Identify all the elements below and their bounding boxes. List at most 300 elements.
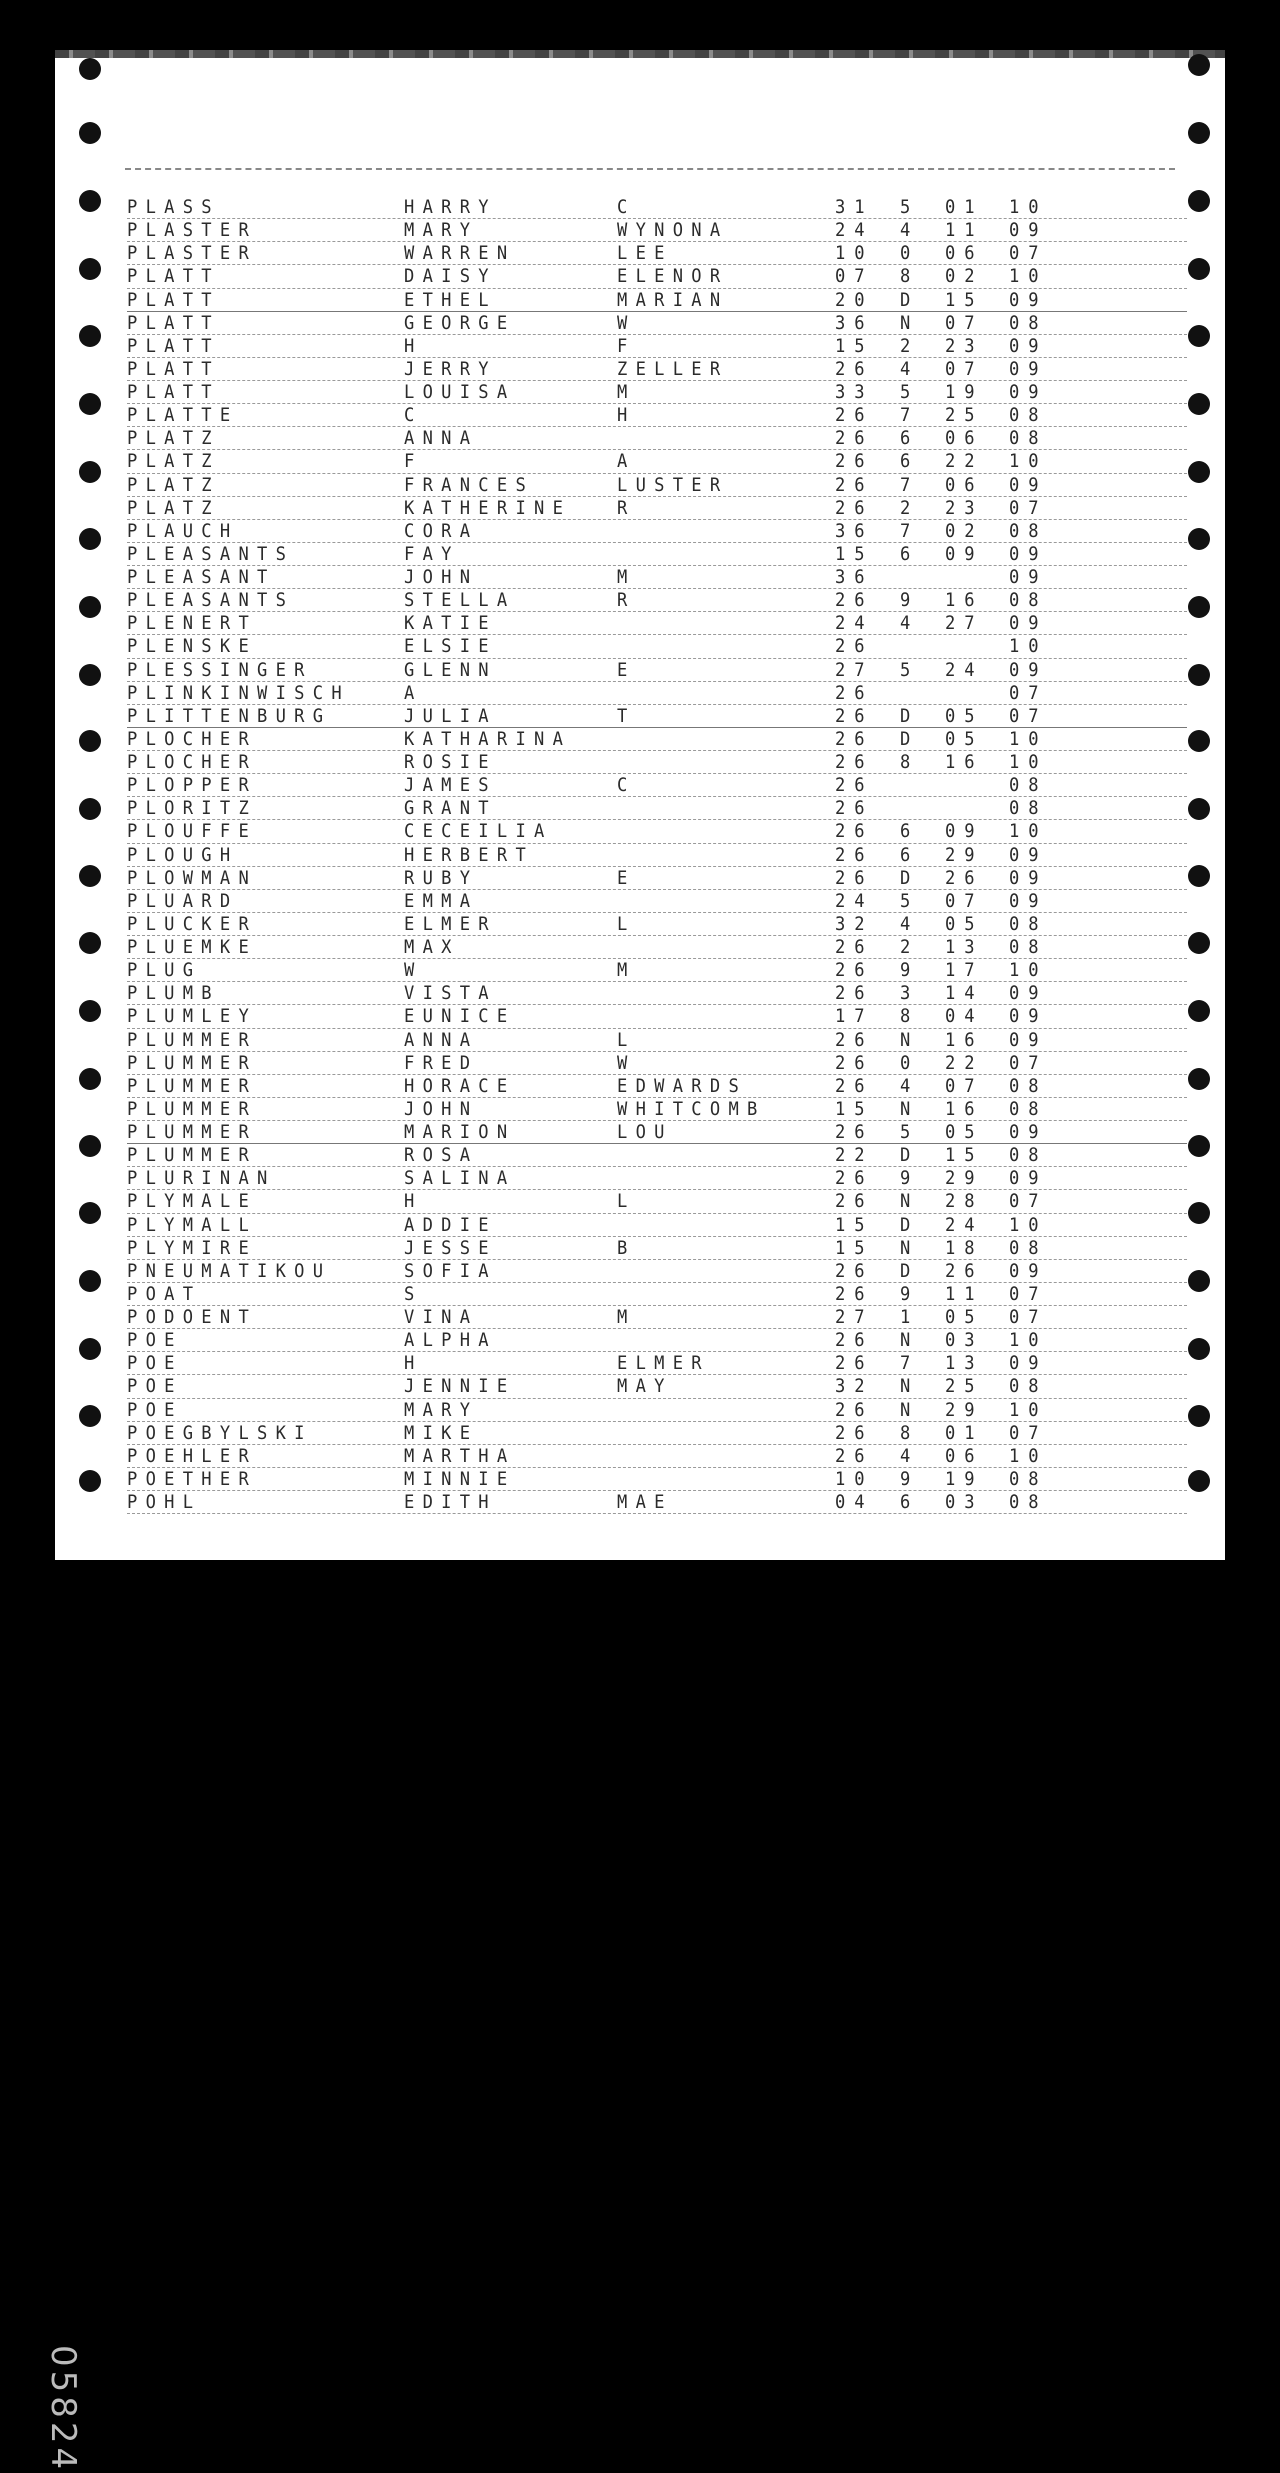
code-d: 10 (1009, 1398, 1048, 1421)
middle-name: E (617, 658, 636, 681)
first-name: ELSIE (404, 635, 497, 658)
code-c: 25 (945, 1375, 984, 1398)
record-row (127, 242, 1187, 265)
record-row (127, 1399, 1187, 1422)
record-row (127, 959, 1187, 982)
first-name: JULIA (404, 704, 497, 727)
middle-name: M (617, 1306, 636, 1328)
first-name: MARY (404, 219, 479, 242)
code-b: 6 (900, 1491, 919, 1513)
code-a: 26 (835, 959, 874, 982)
code-c: 09 (945, 542, 984, 565)
middle-name: MAY (617, 1375, 673, 1398)
first-name: LOUISA (404, 381, 516, 403)
code-a: 27 (835, 658, 874, 681)
code-c: 03 (945, 1329, 984, 1352)
code-b: 0 (900, 242, 919, 265)
tractor-hole (79, 664, 101, 686)
code-b: 7 (900, 473, 919, 496)
record-row (127, 612, 1187, 635)
code-a: 07 (835, 265, 874, 288)
first-name: GLENN (404, 658, 497, 681)
record-row (127, 1121, 1187, 1144)
first-name: VINA (404, 1306, 479, 1328)
tractor-hole (1188, 1405, 1210, 1427)
record-row (127, 1190, 1187, 1213)
record-row (127, 1167, 1187, 1190)
last-name: PLUARD (127, 889, 239, 912)
first-name: ETHEL (404, 288, 497, 311)
record-row (127, 774, 1187, 797)
record-row (127, 1283, 1187, 1306)
last-name: PLUEMKE (127, 936, 258, 958)
last-name: PLATTE (127, 404, 239, 427)
first-name: HORACE (404, 1074, 516, 1097)
code-c: 16 (945, 589, 984, 612)
last-name: PODOENT (127, 1306, 258, 1328)
last-name: POEGBYLSKI (127, 1421, 313, 1444)
code-c: 02 (945, 519, 984, 542)
code-b: 7 (900, 519, 919, 542)
code-b: N (900, 1398, 919, 1421)
last-name: POE (127, 1398, 183, 1421)
tractor-hole (1188, 258, 1210, 280)
last-name: PLEASANT (127, 566, 276, 588)
code-a: 26 (835, 1074, 874, 1097)
code-c: 16 (945, 751, 984, 773)
record-row (127, 381, 1187, 404)
first-name: EUNICE (404, 1005, 516, 1028)
last-name: PLENSKE (127, 635, 258, 658)
middle-name: H (617, 404, 636, 427)
last-name: PLYMIRE (127, 1236, 258, 1259)
printout-page (43, 50, 1225, 2473)
record-row (127, 936, 1187, 959)
first-name: C (404, 404, 423, 427)
code-c: 16 (945, 1028, 984, 1051)
code-c: 29 (945, 1398, 984, 1421)
record-row (127, 751, 1187, 774)
record-row (127, 1052, 1187, 1075)
last-name: PLATZ (127, 450, 220, 473)
first-name: ROSIE (404, 751, 497, 773)
code-d: 07 (1009, 1190, 1048, 1213)
code-b: 9 (900, 1282, 919, 1305)
code-b: N (900, 1097, 919, 1120)
tractor-hole (1188, 54, 1210, 76)
code-c: 29 (945, 1167, 984, 1190)
tractor-hole (1188, 122, 1210, 144)
code-c: 07 (945, 311, 984, 334)
tractor-hole (1188, 1202, 1210, 1224)
middle-name: WHITCOMB (617, 1097, 766, 1120)
last-name: PLYMALL (127, 1213, 258, 1236)
code-d: 09 (1009, 381, 1048, 403)
last-name: PLUG (127, 959, 202, 982)
last-name: PLOPPER (127, 774, 258, 797)
tractor-hole (79, 1338, 101, 1360)
code-a: 15 (835, 1213, 874, 1236)
record-row (127, 1005, 1187, 1028)
tractor-hole (1188, 1338, 1210, 1360)
code-a: 36 (835, 519, 874, 542)
code-d: 09 (1009, 566, 1048, 588)
code-c: 26 (945, 1259, 984, 1282)
code-c: 03 (945, 1491, 984, 1513)
tractor-hole (79, 258, 101, 280)
last-name: POHL (127, 1491, 202, 1513)
code-b: 4 (900, 1444, 919, 1467)
first-name: H (404, 1352, 423, 1375)
code-b: D (900, 704, 919, 727)
tractor-hole (1188, 730, 1210, 752)
first-name: HARRY (404, 196, 497, 218)
last-name: PLUCKER (127, 912, 258, 935)
record-row (127, 797, 1187, 820)
code-d: 08 (1009, 1097, 1048, 1120)
code-a: 31 (835, 196, 874, 218)
code-d: 08 (1009, 936, 1048, 958)
last-name: POEHLER (127, 1444, 258, 1467)
code-d: 08 (1009, 1375, 1048, 1398)
code-c: 05 (945, 727, 984, 750)
code-b: N (900, 1329, 919, 1352)
code-b: 8 (900, 1005, 919, 1028)
last-name: PNEUMATIKOU (127, 1259, 332, 1282)
record-row (127, 1237, 1187, 1260)
code-a: 15 (835, 1236, 874, 1259)
code-d: 10 (1009, 820, 1048, 843)
middle-name: LEE (617, 242, 673, 265)
code-d: 08 (1009, 1144, 1048, 1167)
last-name: POE (127, 1375, 183, 1398)
middle-name: W (617, 1051, 636, 1074)
record-row (127, 474, 1187, 497)
first-name: JOHN (404, 1097, 479, 1120)
code-c: 23 (945, 496, 984, 519)
first-name: GRANT (404, 797, 497, 820)
code-a: 26 (835, 1259, 874, 1282)
last-name: PLOWMAN (127, 866, 258, 889)
record-row (127, 1098, 1187, 1121)
last-name: PLESSINGER (127, 658, 313, 681)
code-d: 09 (1009, 1259, 1048, 1282)
code-d: 09 (1009, 473, 1048, 496)
last-name: PLATT (127, 381, 220, 403)
code-d: 08 (1009, 1074, 1048, 1097)
code-b: 4 (900, 612, 919, 635)
record-row (127, 682, 1187, 705)
tractor-hole (1188, 1068, 1210, 1090)
middle-name: LUSTER (617, 473, 729, 496)
last-name: PLASTER (127, 242, 258, 265)
code-b: 0 (900, 1051, 919, 1074)
code-c: 07 (945, 357, 984, 380)
record-row (127, 1352, 1187, 1375)
code-c: 22 (945, 1051, 984, 1074)
record-row (127, 1029, 1187, 1052)
code-b: 1 (900, 1306, 919, 1328)
code-a: 17 (835, 1005, 874, 1028)
first-name: S (404, 1282, 423, 1305)
tractor-hole (1188, 865, 1210, 887)
middle-name: E (617, 866, 636, 889)
first-name: MAX (404, 936, 460, 958)
code-d: 10 (1009, 450, 1048, 473)
record-row (127, 335, 1187, 358)
code-a: 32 (835, 912, 874, 935)
first-name: KATIE (404, 612, 497, 635)
record-row (127, 1260, 1187, 1283)
code-c: 05 (945, 912, 984, 935)
code-d: 10 (1009, 751, 1048, 773)
last-name: PLOCHER (127, 727, 258, 750)
code-a: 04 (835, 1491, 874, 1513)
middle-name: T (617, 704, 636, 727)
code-a: 26 (835, 427, 874, 450)
record-row (127, 427, 1187, 450)
code-a: 32 (835, 1375, 874, 1398)
code-c: 11 (945, 219, 984, 242)
middle-name: L (617, 912, 636, 935)
last-name: PLASS (127, 196, 220, 218)
last-name: PLENERT (127, 612, 258, 635)
middle-name: M (617, 566, 636, 588)
code-d: 09 (1009, 889, 1048, 912)
code-d: 08 (1009, 427, 1048, 450)
code-a: 26 (835, 1190, 874, 1213)
last-name: PLATZ (127, 427, 220, 450)
last-name: PLITTENBURG (127, 704, 332, 727)
code-d: 09 (1009, 612, 1048, 635)
stamp-number: 05824 (43, 2345, 83, 2473)
code-d: 08 (1009, 1236, 1048, 1259)
first-name: MARY (404, 1398, 479, 1421)
code-c: 26 (945, 866, 984, 889)
code-a: 26 (835, 635, 874, 658)
code-d: 08 (1009, 519, 1048, 542)
code-a: 26 (835, 1329, 874, 1352)
code-b: 6 (900, 427, 919, 450)
code-a: 10 (835, 242, 874, 265)
first-name: JOHN (404, 566, 479, 588)
code-d: 09 (1009, 542, 1048, 565)
tractor-hole (1188, 932, 1210, 954)
code-c: 01 (945, 1421, 984, 1444)
code-b: 6 (900, 450, 919, 473)
code-a: 26 (835, 797, 874, 820)
code-d: 09 (1009, 866, 1048, 889)
code-a: 26 (835, 982, 874, 1005)
code-b: 7 (900, 1352, 919, 1375)
code-a: 26 (835, 1352, 874, 1375)
record-row (127, 982, 1187, 1005)
middle-name: EDWARDS (617, 1074, 748, 1097)
code-a: 27 (835, 1306, 874, 1328)
code-d: 09 (1009, 1121, 1048, 1143)
code-b: N (900, 1375, 919, 1398)
code-d: 10 (1009, 265, 1048, 288)
tractor-hole (1188, 461, 1210, 483)
last-name: PLOUGH (127, 843, 239, 866)
code-a: 26 (835, 1121, 874, 1143)
code-b: D (900, 288, 919, 311)
record-row (127, 844, 1187, 867)
code-c: 06 (945, 427, 984, 450)
code-c: 16 (945, 1097, 984, 1120)
record-row (127, 566, 1187, 589)
first-name: MARTHA (404, 1444, 516, 1467)
code-b: N (900, 1190, 919, 1213)
code-a: 26 (835, 866, 874, 889)
code-b: 5 (900, 658, 919, 681)
middle-name: MAE (617, 1491, 673, 1513)
tractor-hole (1188, 664, 1210, 686)
middle-name: M (617, 381, 636, 403)
middle-name: C (617, 196, 636, 218)
record-row (127, 219, 1187, 242)
tractor-hole (1188, 1270, 1210, 1292)
record-row (127, 589, 1187, 612)
code-b: D (900, 1144, 919, 1167)
code-a: 24 (835, 219, 874, 242)
tractor-hole (79, 1000, 101, 1022)
code-d: 10 (1009, 1213, 1048, 1236)
code-a: 24 (835, 889, 874, 912)
code-c: 28 (945, 1190, 984, 1213)
last-name: PLATT (127, 288, 220, 311)
first-name: FRANCES (404, 473, 535, 496)
first-name: JAMES (404, 774, 497, 797)
record-row (127, 289, 1187, 312)
first-name: JERRY (404, 357, 497, 380)
code-a: 26 (835, 774, 874, 797)
code-c: 04 (945, 1005, 984, 1028)
code-b: 6 (900, 542, 919, 565)
tractor-hole (1188, 528, 1210, 550)
code-d: 08 (1009, 774, 1048, 797)
tractor-hole (1188, 1000, 1210, 1022)
perforated-top-edge (55, 50, 1225, 58)
code-a: 15 (835, 1097, 874, 1120)
first-name: GEORGE (404, 311, 516, 334)
code-b: 8 (900, 265, 919, 288)
middle-name: A (617, 450, 636, 473)
first-name: ELMER (404, 912, 497, 935)
code-c: 13 (945, 1352, 984, 1375)
middle-name: R (617, 589, 636, 612)
code-a: 20 (835, 288, 874, 311)
last-name: PLUMMER (127, 1144, 258, 1167)
last-name: PLINKINWISCH (127, 681, 350, 704)
code-c: 27 (945, 612, 984, 635)
first-name: VISTA (404, 982, 497, 1005)
code-a: 26 (835, 751, 874, 773)
last-name: PLUMMER (127, 1121, 258, 1143)
last-name: PLATT (127, 357, 220, 380)
tractor-hole (79, 1405, 101, 1427)
tractor-hole (79, 122, 101, 144)
first-name: KATHERINE (404, 496, 572, 519)
first-name: MIKE (404, 1421, 479, 1444)
record-row (127, 265, 1187, 288)
first-name: W (404, 959, 423, 982)
tractor-hole (79, 58, 101, 80)
code-d: 07 (1009, 1282, 1048, 1305)
first-name: MINNIE (404, 1467, 516, 1490)
code-a: 26 (835, 936, 874, 958)
code-b: 5 (900, 196, 919, 218)
record-row (127, 728, 1187, 751)
first-name: SOFIA (404, 1259, 497, 1282)
first-name: STELLA (404, 589, 516, 612)
last-name: PLURINAN (127, 1167, 276, 1190)
code-d: 08 (1009, 1491, 1048, 1513)
first-name: RUBY (404, 866, 479, 889)
code-c: 22 (945, 450, 984, 473)
code-d: 07 (1009, 704, 1048, 727)
last-name: PLATT (127, 265, 220, 288)
code-b: 8 (900, 751, 919, 773)
first-name: HERBERT (404, 843, 535, 866)
tractor-hole (79, 865, 101, 887)
code-c: 25 (945, 404, 984, 427)
middle-name: B (617, 1236, 636, 1259)
last-name: PLATT (127, 311, 220, 334)
middle-name: L (617, 1190, 636, 1213)
code-d: 09 (1009, 1352, 1048, 1375)
middle-name: L (617, 1028, 636, 1051)
record-row (127, 820, 1187, 843)
code-b: D (900, 866, 919, 889)
code-d: 08 (1009, 797, 1048, 820)
code-a: 33 (835, 381, 874, 403)
first-name: ROSA (404, 1144, 479, 1167)
first-name: WARREN (404, 242, 516, 265)
code-d: 10 (1009, 635, 1048, 658)
code-c: 17 (945, 959, 984, 982)
code-d: 07 (1009, 1306, 1048, 1328)
last-name: PLEASANTS (127, 589, 295, 612)
code-c: 19 (945, 381, 984, 403)
code-a: 26 (835, 473, 874, 496)
last-name: POE (127, 1352, 183, 1375)
code-d: 09 (1009, 219, 1048, 242)
code-b: 3 (900, 982, 919, 1005)
code-b: 2 (900, 936, 919, 958)
code-c: 05 (945, 704, 984, 727)
last-name: PLUMMER (127, 1097, 258, 1120)
first-name: JENNIE (404, 1375, 516, 1398)
tractor-hole (1188, 798, 1210, 820)
code-d: 09 (1009, 982, 1048, 1005)
middle-name: ELENOR (617, 265, 729, 288)
code-a: 36 (835, 311, 874, 334)
record-row (127, 450, 1187, 473)
code-b: N (900, 1028, 919, 1051)
tractor-hole (1188, 325, 1210, 347)
code-a: 26 (835, 450, 874, 473)
last-name: POAT (127, 1282, 202, 1305)
tractor-hole (1188, 1135, 1210, 1157)
middle-name: WYNONA (617, 219, 729, 242)
code-a: 26 (835, 1398, 874, 1421)
record-row (127, 196, 1187, 219)
first-name: ANNA (404, 1028, 479, 1051)
record-row (127, 1214, 1187, 1237)
header-rule (125, 168, 1175, 170)
first-name: EDITH (404, 1491, 497, 1513)
